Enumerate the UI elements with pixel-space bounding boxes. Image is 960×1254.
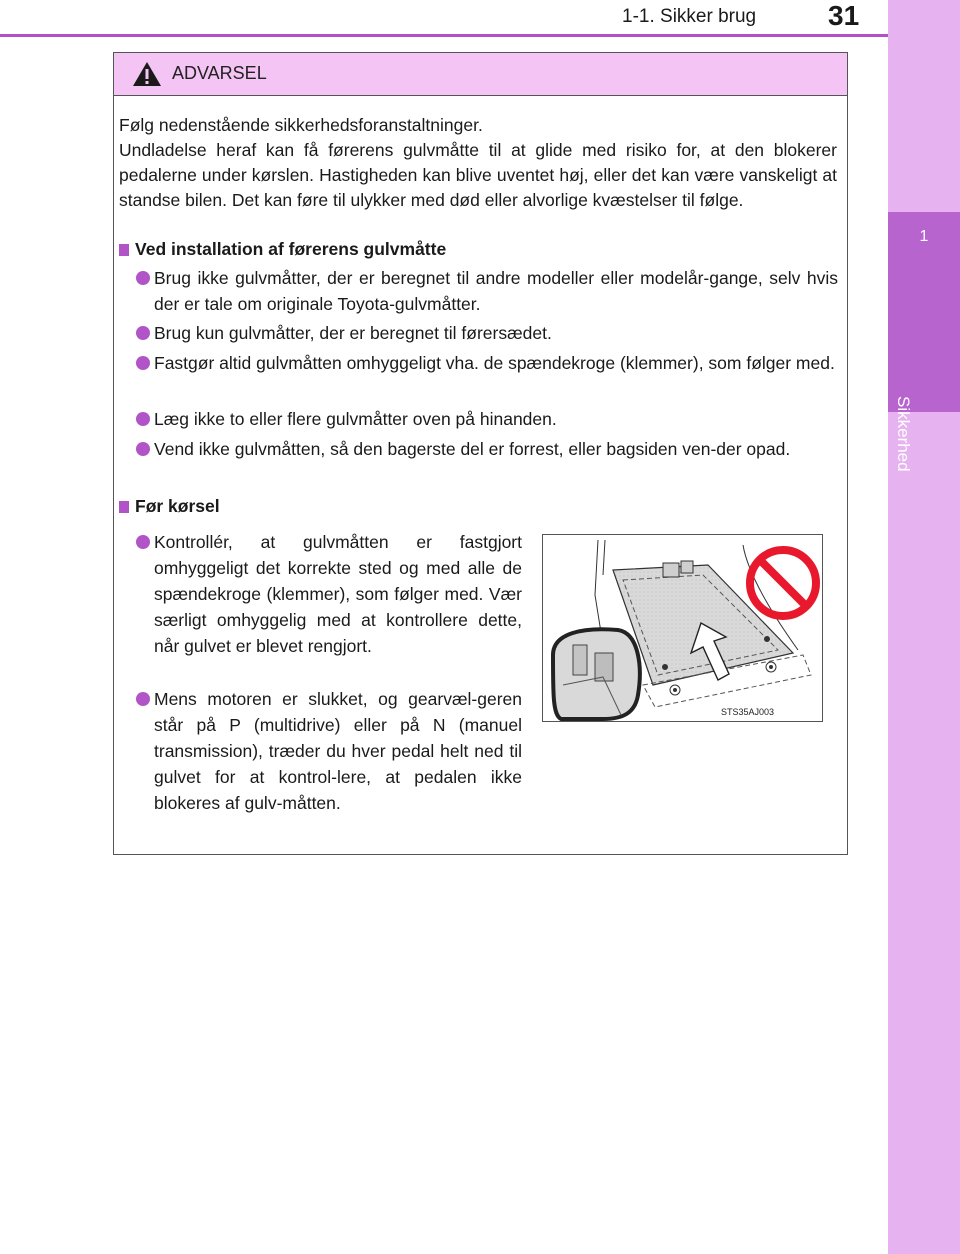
section-heading-before-driving: Før kørsel [119,496,220,517]
header-divider [0,34,888,37]
warning-intro [119,113,837,213]
section-heading-installation: Ved installation af førerens gulvmåtte [119,239,446,260]
warning-header [114,53,847,96]
intro-line-2: Undladelse heraf kan få førerens gulvmåtte til at glide med risiko for, at den blokerer pedalerne under kørslen. Hastigheden kan blive uventet høj, eller det kan være vanskeligt at standse bilen. Det kan føre til ulykker med død eller alvorlige kvæstelser til følge. [119,140,837,210]
bullet-dot-icon [136,442,150,456]
bullet-dot-icon [136,356,150,370]
bullet-dot-icon [136,535,150,549]
list-item: Brug kun gulvmåtter, der er beregnet til førersædet. [136,320,838,346]
warning-title: ADVARSEL [172,63,267,83]
list-item: Kontrollér, at gulvmåtten er fastgjort omhyggeligt det korrekte sted og med alle de spændekroge (klemmer), som følger med. Vær særligt omhyggelig med at kontrollere dette, når gulvet er blevet rengjort. [136,529,522,659]
intro-line-1: Følg nedenstående sikkerhedsforanstaltninger. [119,115,483,135]
square-bullet-icon [119,501,129,513]
bullet-dot-icon [136,412,150,426]
list-item: Brug ikke gulvmåtter, der er beregnet til andre modeller eller modelår-gange, selv hvis der er tale om originale Toyota-gulvmåtter. [136,265,838,317]
floor-mat-drawing [543,535,822,721]
page-number: 31 [828,0,860,31]
warning-triangle-icon [132,61,162,87]
list-item: Fastgør altid gulvmåtten omhyggeligt vha. de spændekroge (klemmer), som følger med. [136,350,838,376]
list-item: Vend ikke gulvmåtten, så den bagerste del er forrest, eller bagsiden ven-der opad. [136,436,838,462]
chapter-label: Sikkerhed [894,396,913,472]
chapter-number: 1 [919,228,929,245]
bullet-dot-icon [136,692,150,706]
bullet-dot-icon [136,271,150,285]
section-title: 1-1. Sikker brug [622,6,757,27]
illustration-code: STS35AJ003 [721,707,775,717]
bullet-dot-icon [136,326,150,340]
list-item: Læg ikke to eller flere gulvmåtter oven på hinanden. [136,406,838,432]
list-item: Mens motoren er slukket, og gearvæl-geren står på P (multidrive) eller på N (manuel transmission), træder du hver pedal helt ned til gulvet for at kontrol-lere, at pedalen ikke blokeres af gulv-måtten. [136,686,522,816]
floor-mat-illustration [542,534,823,722]
square-bullet-icon [119,244,129,256]
warning-box [113,52,848,855]
chapter-side-tab [888,0,960,1254]
